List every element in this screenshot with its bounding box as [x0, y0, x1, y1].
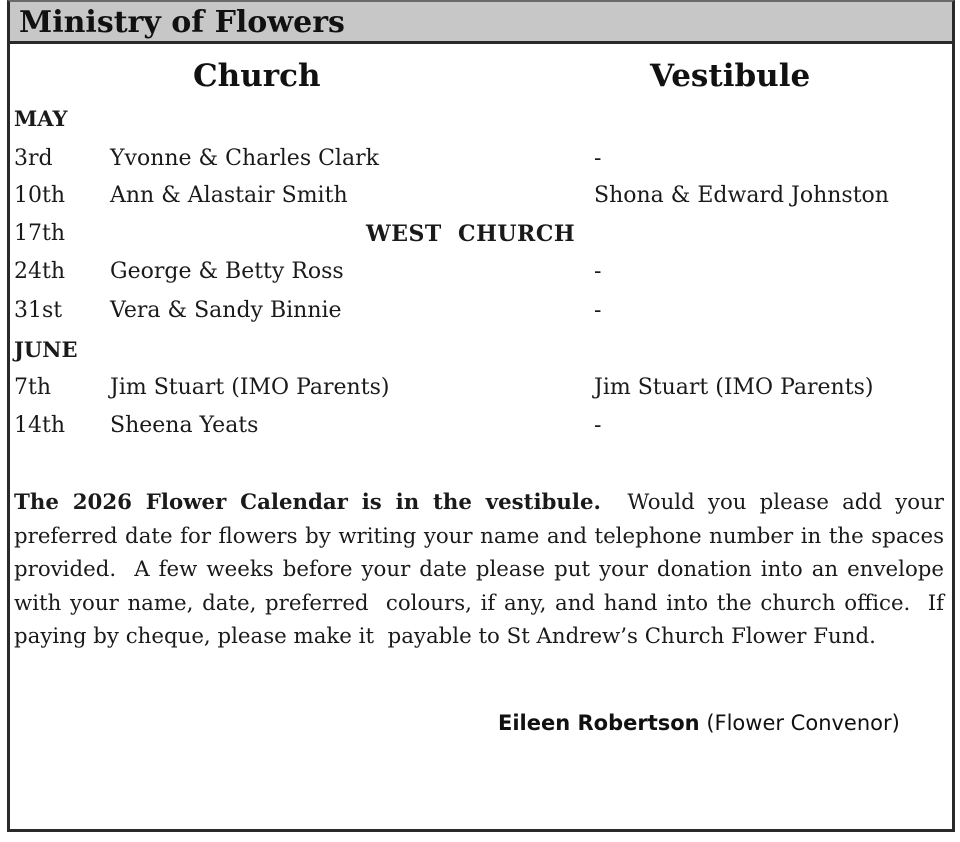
row-church-names: Jim Stuart (IMO Parents): [110, 375, 390, 400]
row-church-names: Vera & Sandy Binnie: [110, 298, 342, 323]
row-date: 17th: [14, 221, 66, 246]
row-vestibule-names: Shona & Edward Johnston: [594, 183, 889, 208]
row-church-names: Ann & Alastair Smith: [110, 183, 348, 208]
signature-role: (Flower Convenor): [706, 711, 900, 735]
row-date: 14th: [14, 413, 66, 438]
notice-body: Would you please add your preferred date for flowers by writing your name and telephone number in the spaces provided. A few weeks before your date please put your donation into an envelope with your name, date, preferred colours, if any, and hand into the church office. If paying by cheque, please make it payable to St Andrew’s Church Flower Fund.: [14, 490, 951, 649]
row-church-names: George & Betty Ross: [110, 259, 344, 284]
row-church-names: Sheena Yeats: [110, 413, 259, 438]
row-vestibule-names: -: [594, 259, 602, 284]
schedule-row: [0, 410, 960, 442]
signature: [498, 707, 900, 739]
schedule-row: [0, 295, 960, 327]
church-column-heading: Church: [193, 58, 321, 94]
notice-lead: The 2026 Flower Calendar is in the vestibule.: [14, 490, 601, 515]
row-date: 31st: [14, 298, 63, 323]
row-special-note: WEST CHURCH: [366, 221, 576, 247]
month-label-may: MAY: [14, 106, 68, 131]
row-vestibule-names: -: [594, 146, 602, 171]
vestibule-column-heading: Vestibule: [650, 58, 811, 94]
flower-calendar-notice: [14, 486, 951, 654]
section-header: [7, 0, 955, 44]
row-vestibule-names: -: [594, 413, 602, 438]
schedule-row: [0, 180, 960, 212]
schedule-row: [0, 218, 960, 250]
row-date: 3rd: [14, 146, 53, 171]
schedule-row: [0, 256, 960, 288]
row-vestibule-names: Jim Stuart (IMO Parents): [594, 375, 874, 400]
schedule-row: [0, 143, 960, 175]
row-date: 7th: [14, 375, 52, 400]
row-date: 24th: [14, 259, 66, 284]
row-church-names: Yvonne & Charles Clark: [110, 146, 379, 171]
signature-name: Eileen Robertson: [498, 711, 700, 735]
page-title: Ministry of Flowers: [19, 5, 345, 40]
schedule-row: [0, 372, 960, 404]
month-label-june: JUNE: [14, 337, 78, 362]
row-vestibule-names: -: [594, 298, 602, 323]
row-date: 10th: [14, 183, 66, 208]
